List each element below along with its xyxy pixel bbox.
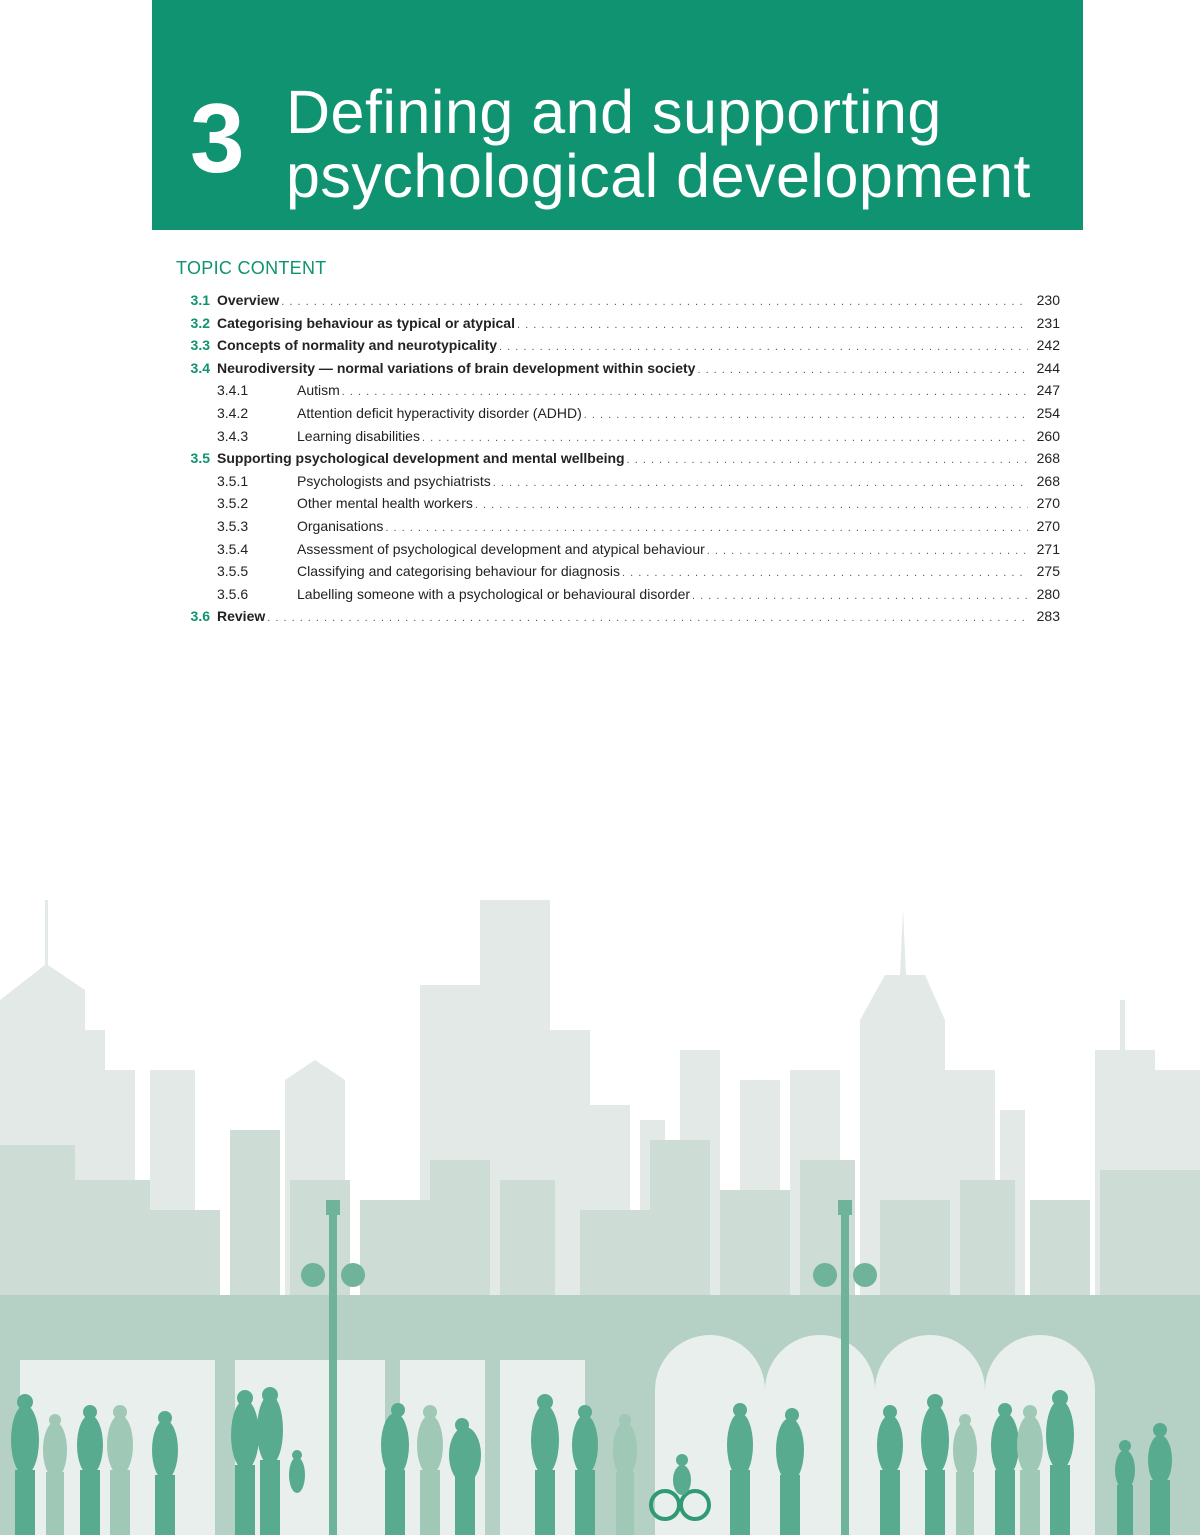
toc-entry-page: 242 (1036, 337, 1060, 354)
chapter-title-line-1: Defining and supporting (286, 78, 942, 146)
toc-entry-page: 283 (1036, 608, 1060, 625)
toc-entry-page: 260 (1036, 427, 1060, 444)
toc-entry-number: 3.4 (190, 359, 210, 376)
toc-entry-page: 268 (1036, 450, 1060, 467)
toc-leader-dots (707, 545, 1028, 557)
toc-leader-dots (281, 296, 1028, 308)
toc-entry-title: Review (217, 608, 266, 625)
toc-entry-title: Overview (217, 292, 280, 308)
topic-content-heading: TOPIC CONTENT (176, 258, 327, 278)
toc-entry-page: 271 (1036, 540, 1060, 557)
city-skyline-with-people-illustration (0, 880, 1200, 1535)
toc-entry-page: 244 (1036, 359, 1060, 376)
toc-leader-dots (422, 432, 1028, 444)
toc-leader-dots (627, 454, 1028, 466)
toc-leader-dots (493, 477, 1028, 489)
toc-entry-title: Assessment of psychological development and atypical behaviour (297, 540, 705, 557)
toc-entry-number: 3.1 (190, 292, 210, 308)
toc-entry-number: 3.5 (190, 450, 210, 467)
toc-leader-dots (385, 522, 1028, 534)
toc-entry-title: Other mental health workers (297, 495, 473, 512)
toc-entry-number: 3.3 (190, 337, 210, 354)
toc-entry-page: 270 (1036, 495, 1060, 512)
toc-entry (176, 382, 1060, 405)
toc-entry-page: 275 (1036, 563, 1060, 580)
toc-entry-title: Neurodiversity — normal variations of brain development within society (217, 359, 696, 376)
toc-leader-dots (697, 364, 1028, 376)
toc-entry-page: 268 (1036, 472, 1060, 489)
toc-entry (176, 450, 1060, 473)
toc-entry (176, 405, 1060, 428)
chapter-number: 3 (190, 83, 245, 193)
toc-entry-number: 3.2 (190, 314, 210, 331)
toc-leader-dots (342, 386, 1028, 398)
toc-entry-title: Organisations (297, 517, 384, 534)
toc-entry (176, 608, 1060, 631)
toc-entry (176, 473, 1060, 496)
toc-entry (176, 563, 1060, 586)
toc-leader-dots (622, 567, 1028, 579)
toc-entry (176, 292, 1060, 315)
toc-entry-page: 280 (1036, 585, 1060, 602)
chapter-title (286, 80, 1031, 208)
toc-leader-dots (584, 409, 1028, 421)
toc-entry (176, 360, 1060, 383)
toc-entry (176, 315, 1060, 338)
toc-entry-number: 3.6 (190, 608, 210, 625)
toc-entry (176, 337, 1060, 360)
toc-entry (176, 518, 1060, 541)
toc-entry-page: 231 (1036, 314, 1060, 331)
toc-entry-title: Categorising behaviour as typical or atypical (217, 314, 515, 331)
toc-entry-title: Concepts of normality and neurotypicality (217, 337, 498, 354)
toc-entry-page: 270 (1036, 517, 1060, 534)
toc-entry-number: 3.5.4 (217, 540, 249, 557)
chapter-title-line-2: psychological development (286, 142, 1031, 210)
toc-entry-number: 3.5.1 (217, 472, 249, 489)
toc-entry-number: 3.5.5 (217, 563, 249, 580)
toc-entry (176, 541, 1060, 564)
table-of-contents (176, 292, 1060, 631)
toc-leader-dots (267, 612, 1028, 624)
toc-entry (176, 495, 1060, 518)
toc-leader-dots (475, 499, 1028, 511)
toc-entry-title: Autism (297, 382, 340, 399)
toc-entry-number: 3.5.2 (217, 495, 249, 512)
toc-entry-page: 247 (1036, 382, 1060, 399)
toc-entry-title: Classifying and categorising behaviour for diagnosis (297, 563, 620, 580)
toc-entry-title: Psychologists and psychiatrists (297, 472, 491, 489)
toc-entry-title: Learning disabilities (297, 427, 420, 444)
toc-leader-dots (692, 590, 1028, 602)
toc-entry (176, 586, 1060, 609)
toc-entry-number: 3.4.3 (217, 427, 249, 444)
toc-entry-number: 3.5.6 (217, 585, 249, 602)
toc-entry-title: Labelling someone with a psychological or behavioural disorder (297, 585, 691, 602)
toc-leader-dots (499, 341, 1028, 353)
toc-entry-page: 254 (1036, 404, 1060, 421)
toc-entry (176, 428, 1060, 451)
toc-leader-dots (517, 319, 1028, 331)
toc-entry-number: 3.5.3 (217, 517, 249, 534)
toc-entry-title: Supporting psychological development and mental wellbeing (217, 450, 625, 467)
toc-entry-number: 3.4.1 (217, 382, 249, 399)
toc-entry-number: 3.4.2 (217, 404, 249, 421)
toc-entry-page: 230 (1036, 292, 1060, 308)
toc-entry-title: Attention deficit hyperactivity disorder (ADHD) (297, 404, 582, 421)
